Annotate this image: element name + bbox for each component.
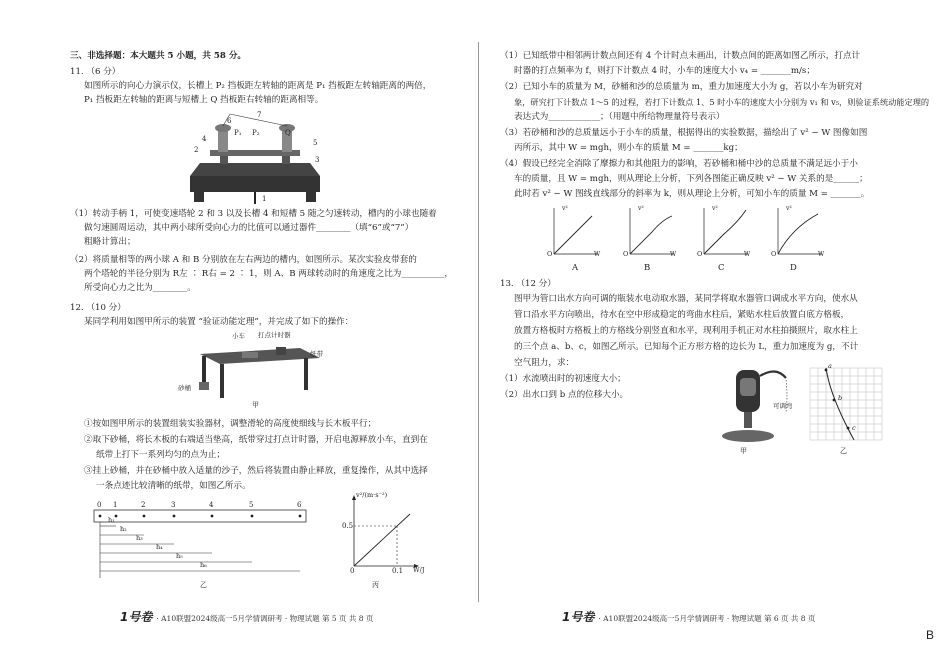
option-b-origin: O [623, 250, 629, 258]
q13-score: （12 分） [516, 279, 556, 289]
q13-line4: 的三个点 a、b、c，如图乙所示。已知每个正方形方格的边长为 L，重力加速度为 g，不计 [514, 342, 859, 352]
tape-h2: h₂ [120, 525, 127, 533]
option-b-label: B [644, 263, 651, 273]
fig-caption-bing: 丙 [372, 581, 379, 589]
q13-line5: 空气阻力，求： [514, 358, 575, 368]
tape-tick-4: 4 [209, 501, 214, 509]
option-b-xlabel: W [670, 251, 677, 258]
option-c-label: C [718, 263, 725, 273]
q13-header [500, 278, 556, 291]
q12-header [70, 302, 126, 315]
option-b-ylabel: v² [638, 205, 644, 212]
q11-part2-line3: 所受向心力之比为________。 [84, 283, 196, 293]
q13-line1: 图甲为管口出水方向可调的瓶装水电动取水器，某同学将取水器管口调成水平方向，使水从 [514, 294, 858, 304]
fig-label-4: 4 [202, 135, 207, 143]
q12-part2-line1: （2）已知小车的质量为 M，砂桶和沙的总质量为 m，重力加速度大小为 g，若以小车为研究对 [500, 82, 863, 92]
fig-label-2: 2 [194, 146, 199, 154]
fig-caption-jia-13: 甲 [740, 447, 747, 455]
q11-header [70, 66, 120, 79]
logo: 1号卷 [562, 610, 595, 624]
q12-part4-line3: 此时若 v² − W 图线直线部分的斜率为 k，则从理论上分析，可知小车的质量 M = _______。 [514, 189, 870, 199]
tape-tick-0: 0 [97, 501, 102, 509]
logo: 1号卷 [120, 610, 153, 624]
option-c-graph [704, 208, 748, 254]
option-b-graph [630, 208, 674, 254]
tape-tick-5: 5 [249, 501, 254, 509]
option-d-xlabel: W [818, 251, 825, 258]
q12-part1-line2: 时器的打点频率为 f，则打下计数点 4 时，小车的速度大小 v₄ = _______m/s； [514, 66, 815, 76]
option-a-origin: O [547, 250, 553, 258]
tape-h4: h₄ [156, 543, 163, 551]
option-a-xlabel: W [594, 251, 601, 258]
corner-mark: B [925, 628, 934, 642]
fig-label-tape: 纸带 [310, 350, 323, 358]
cart-apparatus-figure [180, 334, 330, 400]
fig-label-adjustable: 可调弯 [773, 402, 793, 410]
q12-part3-line1: （3）若砂桶和沙的总质量远小于小车的质量，根据得出的实验数据，描绘出了 v² − W 图像如图 [500, 128, 868, 138]
tape-h5: h₅ [176, 552, 183, 560]
q12-number: 12. [70, 303, 84, 313]
tape-tick-1: 1 [113, 501, 118, 509]
footer-right [562, 608, 815, 626]
option-c-origin: O [697, 250, 703, 258]
centripetal-apparatus-figure [180, 108, 330, 208]
fig-label-p1: P₁ [234, 129, 242, 137]
option-d-origin: O [771, 250, 777, 258]
q11-intro-line1: 如图所示的向心力演示仪，长槽上 P₂ 挡板距左转轴的距离是 P₁ 挡板距左转轴距离的两倍， [84, 81, 432, 91]
tape-tick-6: 6 [297, 501, 302, 509]
point-c-label: c [852, 424, 856, 432]
q13-question1: （1）水流喷出时的初速度大小； [500, 374, 626, 384]
footer-text: · A10联盟2024级高一5月学情调研考 · 物理试题 第 5 页 共 8 页 [156, 614, 374, 623]
q12-part3-line2: 丙所示，其中 W = mgh，则小车的质量 M = _______kg； [514, 143, 743, 153]
fig-label-p2: P₂ [252, 129, 260, 137]
option-a-graph [554, 208, 598, 254]
option-a-label: A [572, 263, 579, 273]
tape-h6: h₆ [200, 561, 207, 569]
q11-intro-line2: P₁ 挡板距左转轴的距离与短槽上 Q 挡板距右转轴的距离相等。 [84, 95, 324, 105]
graph-xlabel: W/J [413, 566, 425, 574]
q13-question2: （2）出水口到 b 点的位移大小。 [500, 390, 629, 400]
fig-caption-yi-13: 乙 [840, 447, 847, 455]
footer-text: · A10联盟2024级高一5月学情调研考 · 物理试题 第 6 页 共 8 页 [598, 614, 816, 623]
q12-step3-line1: ③挂上砂桶，并在砂桶中放入适量的沙子，然后将装置由静止释放，重复操作，从其中选择 [84, 466, 428, 476]
tape-tick-2: 2 [141, 501, 146, 509]
option-c-xlabel: W [744, 251, 751, 258]
tape-tick-3: 3 [171, 501, 176, 509]
option-d-graph [778, 208, 822, 254]
fig-label-5: 5 [313, 139, 318, 147]
page-6 [478, 0, 950, 654]
fig-label-timer: 打点计时器 [258, 331, 291, 339]
option-d-ylabel: v² [786, 205, 792, 212]
q13-number: 13. [500, 279, 514, 289]
point-b-label: b [838, 394, 843, 402]
q12-score: （10 分） [86, 303, 126, 313]
footer-left [120, 608, 373, 626]
v2-w-graph [340, 492, 420, 576]
fig-caption-jia: 甲 [252, 401, 259, 409]
graph-ylabel: v²/(m·s⁻²) [356, 491, 388, 499]
q11-part1-line2: 做匀速圆周运动，其中两小球所受向心力的比值可以通过器件________（填“6”或“7”） [84, 223, 414, 233]
q11-part2-line1: （2）将质量相等的两小球 A 和 B 分别放在左右两边的槽内，如图所示。某次实验皮带套的 [70, 255, 417, 265]
q12-step1: ①按如图甲所示的装置组装实验器材，调整滑轮的高度使细线与长木板平行； [84, 419, 377, 429]
q13-line3: 放置方格板时方格板上的方格线分别竖直和水平，现利用手机正对水柱拍摄照片，取水柱上 [514, 326, 858, 336]
fig-label-7: 7 [257, 111, 262, 119]
q11-score: （6 分） [86, 67, 121, 77]
fig-label-bucket: 砂桶 [178, 384, 191, 392]
q12-step3-line2: 一条点迹比较清晰的纸带，如图乙所示。 [96, 481, 251, 491]
tape-h1: h₁ [108, 516, 115, 524]
q12-intro: 某同学利用如图甲所示的装置 “验证动能定理”，并完成了如下的操作： [84, 317, 354, 327]
q11-number: 11. [70, 67, 84, 77]
graph-y-tick: 0.5 [342, 522, 354, 530]
q13-line2: 管口沿水平方向喷出，待水在空中形成稳定的弯曲水柱后，紧贴水柱后放置白底方格板， [514, 310, 850, 320]
tape-dots [99, 515, 302, 518]
fig-label-1: 1 [262, 195, 267, 203]
fig-label-3: 3 [315, 156, 320, 164]
option-d-label: D [790, 263, 797, 273]
fig-label-6: 6 [227, 117, 232, 125]
fig-label-q: Q [285, 129, 291, 137]
q12-part2-line3: 表达式为____________；（用题中所给物理量符号表示） [514, 112, 725, 122]
option-a-ylabel: v² [562, 205, 568, 212]
q11-part2-line2: 两个塔轮的半径分别为 R左 ∶ R右 = 2 ∶ 1，则 A、B 两球转动时的角速度之比为__________， [84, 269, 453, 279]
option-c-ylabel: v² [712, 205, 718, 212]
section-title: 三、非选择题：本大题共 5 小题，共 58 分。 [70, 51, 247, 61]
point-a-label: a [828, 362, 832, 370]
q12-part2-line2: 象，研究打下计数点 1～5 的过程，若打下计数点 1、5 时小车的速度大小分别为 v₁ 和 v₅，则验证系统动能定理的 [514, 97, 930, 107]
fig-label-car: 小车 [232, 332, 245, 340]
q12-part4-line1: （4）假设已经完全消除了摩擦力和其他阻力的影响，若砂桶和桶中沙的总质量不满足远小于小 [500, 159, 858, 169]
graph-x-tick: 0.1 [392, 567, 404, 575]
q11-part1-line3: 粗略计算出； [84, 237, 136, 247]
q11-part1-line1: （1）转动手柄 1，可使变速塔轮 2 和 3 以及长槽 4 和短槽 5 随之匀速转动，槽内的小球也随着 [70, 209, 437, 219]
q12-step2-line2: 纸带上打下一系列均匀的点为止； [96, 450, 225, 460]
fig-caption-yi: 乙 [200, 581, 207, 589]
tape-h3: h₃ [136, 534, 143, 542]
q12-part1-line1: （1）已知纸带中相邻两计数点间还有 4 个计时点未画出，计数点间的距离如图乙所示，打点计 [500, 51, 861, 61]
graph-origin: 0 [350, 567, 355, 575]
q12-step2-line1: ②取下砂桶，将长木板的右端适当垫高，纸带穿过打点计时器，开启电源释放小车，直到在 [84, 435, 428, 445]
q12-part4-line2: 车的质量，且 W = mgh，则从理论上分析，下列各图能正确反映 v² − W 关系的是______； [514, 174, 868, 184]
grid-trajectory-figure [808, 366, 884, 442]
